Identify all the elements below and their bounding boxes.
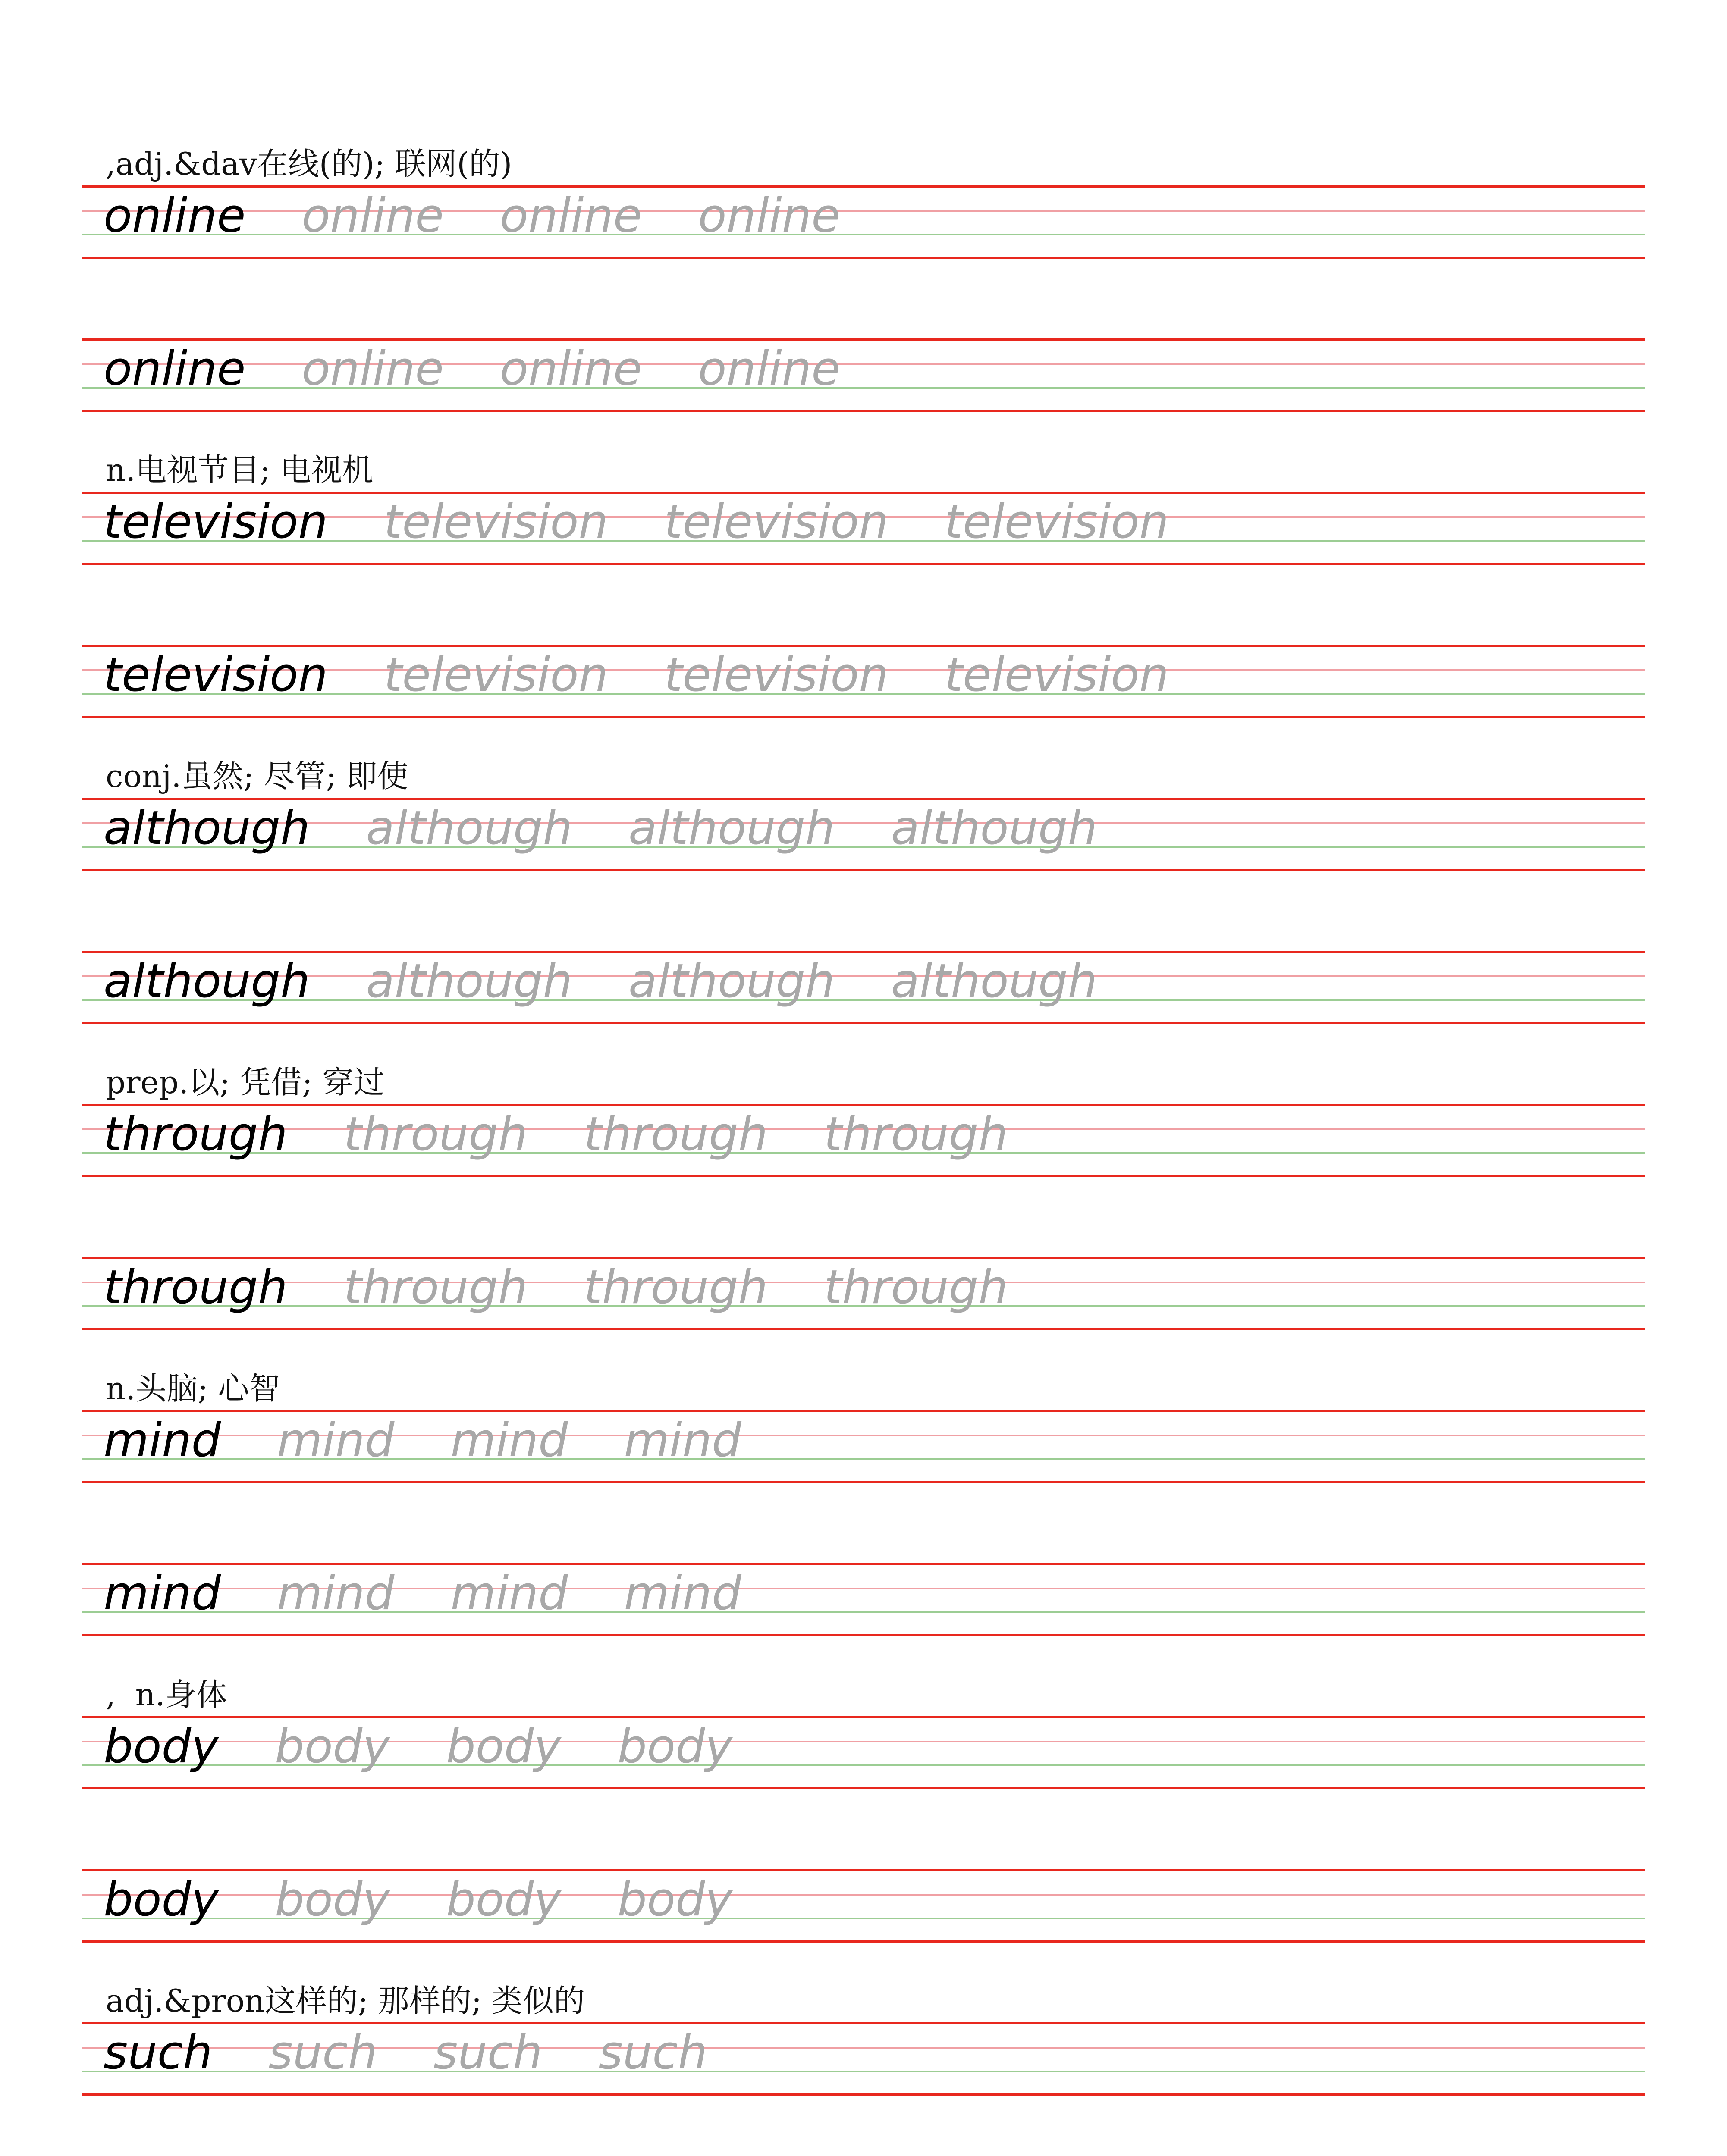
vocab-entry bbox=[0, 1673, 1727, 1979]
trace-word: television bbox=[383, 495, 608, 549]
trace-word: through bbox=[343, 1260, 528, 1314]
word-meaning: n.头脑; 心智 bbox=[106, 1370, 280, 1407]
model-word: television bbox=[104, 648, 328, 702]
trace-word: online bbox=[698, 189, 840, 243]
trace-word: mind bbox=[277, 1567, 395, 1620]
trace-word: body bbox=[275, 1873, 390, 1927]
bottom-line bbox=[82, 1787, 1645, 1789]
bottom-line bbox=[82, 1175, 1645, 1177]
model-word: such bbox=[104, 2026, 213, 2080]
word-set bbox=[104, 1872, 788, 1928]
trace-word: although bbox=[366, 954, 573, 1008]
bottom-line bbox=[82, 2093, 1645, 2096]
bottom-line bbox=[82, 410, 1645, 412]
trace-word: online bbox=[698, 342, 840, 396]
model-word: online bbox=[104, 342, 246, 396]
trace-word: television bbox=[944, 495, 1169, 549]
model-word: online bbox=[104, 189, 246, 243]
vocab-entry bbox=[0, 142, 1727, 448]
trace-word: although bbox=[628, 801, 835, 855]
word-meaning: , n.身体 bbox=[106, 1677, 227, 1713]
writing-row bbox=[0, 951, 1727, 1024]
trace-word: through bbox=[343, 1107, 528, 1161]
bottom-line bbox=[82, 1022, 1645, 1024]
bottom-line bbox=[82, 1481, 1645, 1483]
trace-word: online bbox=[499, 342, 642, 396]
word-set bbox=[104, 188, 896, 244]
word-set bbox=[104, 2025, 763, 2081]
top-line bbox=[82, 1716, 1645, 1718]
writing-row bbox=[0, 1716, 1727, 1789]
top-line bbox=[82, 645, 1645, 647]
writing-row bbox=[0, 1869, 1727, 1943]
top-line bbox=[82, 798, 1645, 800]
model-word: through bbox=[104, 1107, 288, 1161]
writing-row bbox=[0, 1104, 1727, 1177]
top-line bbox=[82, 1869, 1645, 1871]
top-line bbox=[82, 492, 1645, 494]
trace-word: through bbox=[584, 1107, 768, 1161]
writing-row bbox=[0, 1410, 1727, 1483]
bottom-line bbox=[82, 869, 1645, 871]
trace-word: although bbox=[891, 801, 1098, 855]
model-word: mind bbox=[104, 1567, 221, 1620]
writing-row bbox=[0, 1563, 1727, 1636]
bottom-line bbox=[82, 1634, 1645, 1636]
word-set bbox=[104, 1719, 788, 1775]
model-word: television bbox=[104, 495, 328, 549]
trace-word: through bbox=[824, 1260, 1008, 1314]
trace-word: online bbox=[301, 189, 444, 243]
trace-word: although bbox=[366, 801, 573, 855]
trace-word: such bbox=[268, 2026, 378, 2080]
bottom-line bbox=[82, 716, 1645, 718]
trace-word: mind bbox=[450, 1413, 568, 1467]
word-meaning: ,adj.&dav在线(的); 联网(的) bbox=[106, 146, 512, 182]
word-set bbox=[104, 1260, 1064, 1316]
trace-word: online bbox=[499, 189, 642, 243]
trace-word: mind bbox=[624, 1413, 741, 1467]
word-set bbox=[104, 341, 896, 397]
writing-row bbox=[0, 338, 1727, 412]
trace-word: although bbox=[628, 954, 835, 1008]
trace-word: although bbox=[891, 954, 1098, 1008]
model-word: body bbox=[104, 1720, 219, 1774]
writing-row bbox=[0, 645, 1727, 718]
trace-word: online bbox=[301, 342, 444, 396]
word-set bbox=[104, 494, 1225, 550]
word-meaning: conj.虽然; 尽管; 即使 bbox=[106, 758, 408, 794]
trace-word: through bbox=[584, 1260, 768, 1314]
bottom-line bbox=[82, 563, 1645, 565]
top-line bbox=[82, 338, 1645, 341]
trace-word: such bbox=[433, 2026, 543, 2080]
model-word: through bbox=[104, 1260, 288, 1314]
trace-word: body bbox=[446, 1720, 562, 1774]
trace-word: television bbox=[944, 648, 1169, 702]
top-line bbox=[82, 1563, 1645, 1565]
vocab-entry bbox=[0, 448, 1727, 755]
writing-row bbox=[0, 1257, 1727, 1330]
trace-word: mind bbox=[624, 1567, 741, 1620]
bottom-line bbox=[82, 257, 1645, 259]
model-word: mind bbox=[104, 1413, 221, 1467]
top-line bbox=[82, 1410, 1645, 1412]
word-set bbox=[104, 800, 1153, 856]
top-line bbox=[82, 1104, 1645, 1106]
model-word: body bbox=[104, 1873, 219, 1927]
writing-row bbox=[0, 798, 1727, 871]
trace-word: through bbox=[824, 1107, 1008, 1161]
word-meaning: prep.以; 凭借; 穿过 bbox=[106, 1064, 385, 1100]
word-set bbox=[104, 1566, 798, 1622]
trace-word: television bbox=[664, 648, 889, 702]
bottom-line bbox=[82, 1940, 1645, 1943]
vocab-entry bbox=[0, 1061, 1727, 1367]
writing-row bbox=[0, 185, 1727, 259]
trace-word: mind bbox=[277, 1413, 395, 1467]
word-meaning: adj.&pron这样的; 那样的; 类似的 bbox=[106, 1983, 585, 2019]
trace-word: television bbox=[664, 495, 889, 549]
writing-row bbox=[0, 492, 1727, 565]
word-set bbox=[104, 647, 1225, 703]
trace-word: body bbox=[617, 1873, 733, 1927]
trace-word: body bbox=[617, 1720, 733, 1774]
trace-word: body bbox=[446, 1873, 562, 1927]
word-set bbox=[104, 953, 1153, 1009]
vocab-entry bbox=[0, 755, 1727, 1061]
model-word: although bbox=[104, 954, 310, 1008]
trace-word: television bbox=[383, 648, 608, 702]
vocab-entry bbox=[0, 1979, 1727, 2156]
word-meaning: n.电视节目; 电视机 bbox=[106, 452, 374, 488]
top-line bbox=[82, 185, 1645, 188]
trace-word: body bbox=[275, 1720, 390, 1774]
word-set bbox=[104, 1106, 1064, 1163]
top-line bbox=[82, 1257, 1645, 1259]
writing-row bbox=[0, 2022, 1727, 2096]
word-set bbox=[104, 1413, 798, 1469]
model-word: although bbox=[104, 801, 310, 855]
top-line bbox=[82, 2022, 1645, 2024]
trace-word: mind bbox=[450, 1567, 568, 1620]
top-line bbox=[82, 951, 1645, 953]
vocab-entry bbox=[0, 1367, 1727, 1673]
bottom-line bbox=[82, 1328, 1645, 1330]
trace-word: such bbox=[598, 2026, 708, 2080]
